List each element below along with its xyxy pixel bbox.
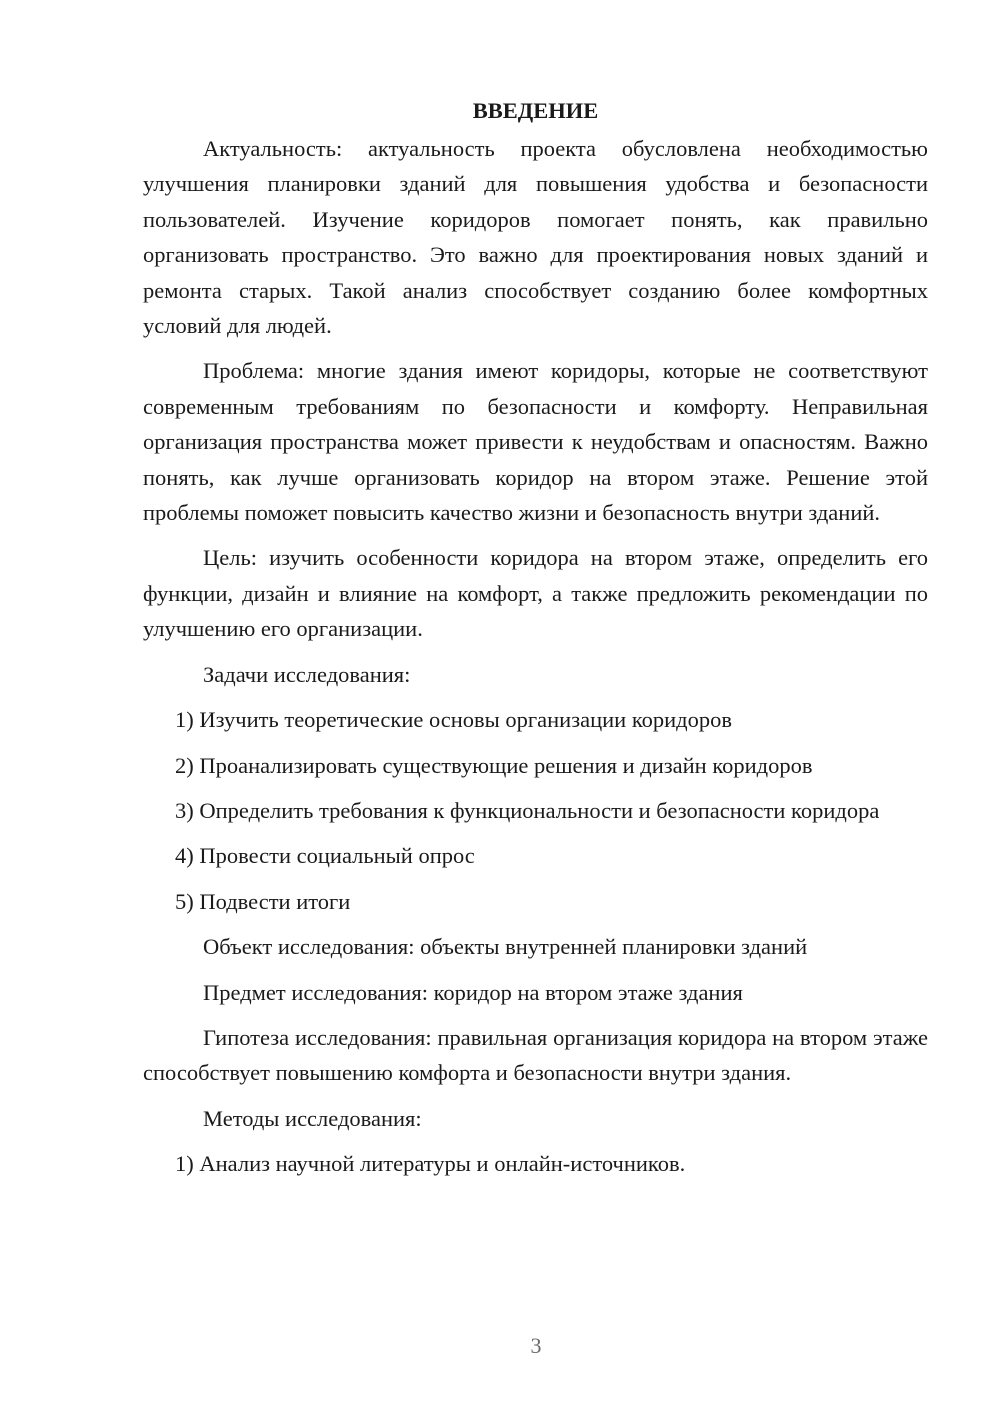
paragraph-relevance: Актуальность: актуальность проекта обусловлена необходимостью улучшения планировки зданий для повышения удобства и безопасности пользователей. Изучение коридоров помогает понять, как правильно организовать пространство. Это важно для проектирования новых зданий и ремонта старых. Такой анализ способствует созданию более комфортных условий для людей. <box>143 136 928 339</box>
section-title: ВВЕДЕНИЕ <box>472 98 599 123</box>
paragraph-problem: Проблема: многие здания имеют коридоры, которые не соответствуют современным требованиям по безопасности и комфорту. Неправильная организация пространства может привести к неудобствам и опасностям. Важно понять, как лучше организовать коридор на втором этаже. Решение этой проблемы поможет повысить качество жизни и безопасность внутри зданий. <box>143 358 928 526</box>
task-item: 4) Провести социальный опрос <box>175 843 475 869</box>
paragraph-hypothesis: Гипотеза исследования: правильная организация коридора на втором этаже способствует повышению комфорта и безопасности внутри здания. <box>143 1024 928 1086</box>
task-item: 2) Проанализировать существующие решения и дизайн коридоров <box>175 752 813 778</box>
task-item: 3) Определить требования к функциональности и безопасности коридора <box>175 797 880 823</box>
page-number: 3 <box>530 1333 542 1358</box>
task-item: 5) Подвести итоги <box>175 888 351 914</box>
paragraph-subject: Предмет исследования: коридор на втором этаже здания <box>203 979 743 1005</box>
tasks-heading: Задачи исследования: <box>203 661 411 687</box>
paragraph-object: Объект исследования: объекты внутренней планировки зданий <box>203 934 808 960</box>
document-page <box>143 92 928 1192</box>
method-item: 1) Анализ научной литературы и онлайн-источников. <box>175 1151 686 1177</box>
paragraph-goal: Цель: изучить особенности коридора на втором этаже, определить его функции, дизайн и влияние на комфорт, а также предложить рекомендации по улучшению его организации. <box>143 545 928 642</box>
methods-heading: Методы исследования: <box>203 1105 422 1131</box>
task-item: 1) Изучить теоретические основы организации коридоров <box>175 707 732 733</box>
